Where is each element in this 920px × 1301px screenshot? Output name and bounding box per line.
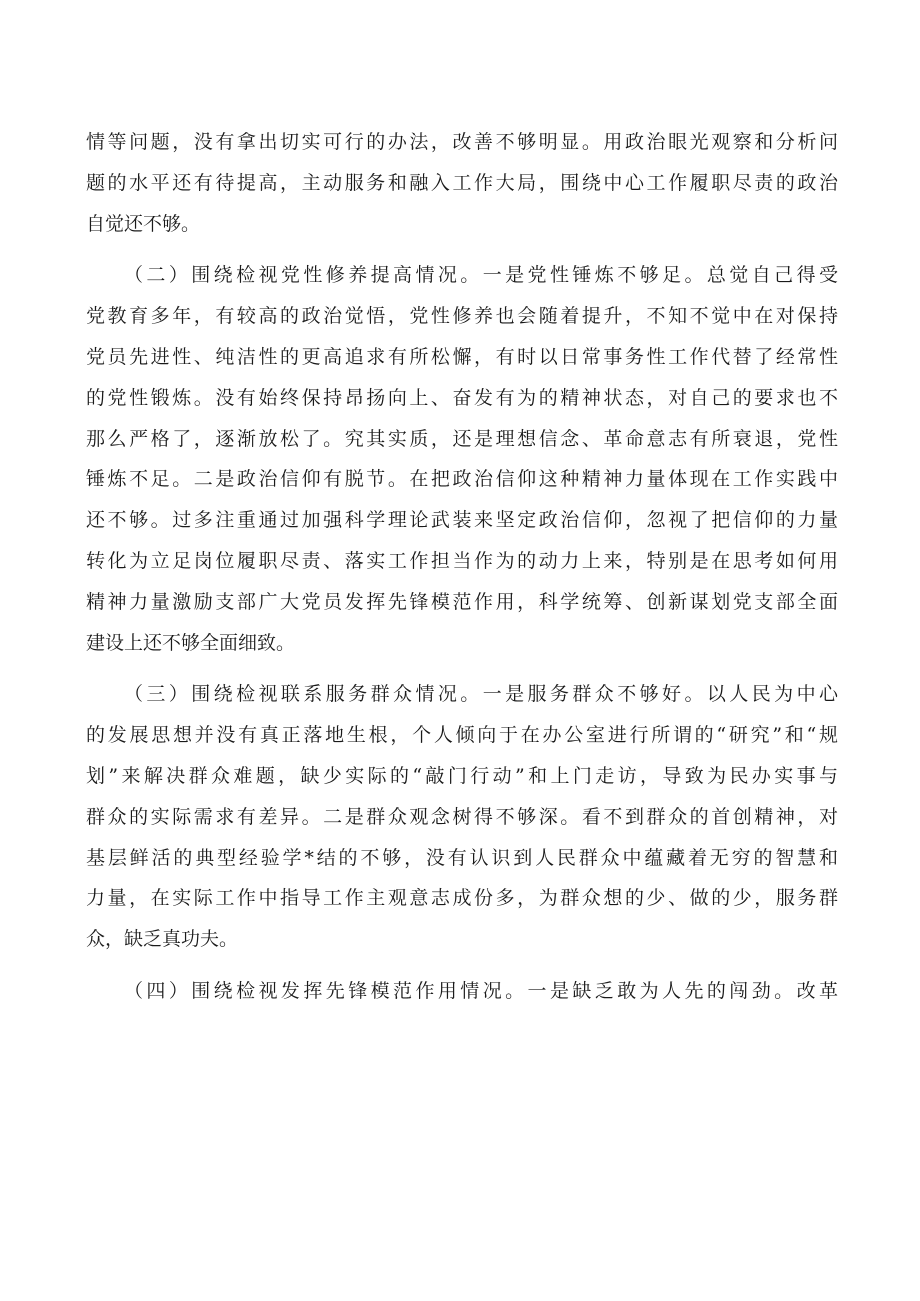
text-line: 题的水平还有待提高，主动服务和融入工作大局，围绕中心工作履职尽责的政治 (86, 171, 838, 194)
text-line: 力量，在实际工作中指导工作主观意志成份多，为群众想的少、做的少，服务群 (86, 887, 838, 910)
paragraph-section-4 (86, 971, 838, 1012)
text-line: 情等问题，没有拿出切实可行的办法，改善不够明显。用政治眼光观察和分析问 (86, 131, 838, 153)
text-line: 众，缺乏真功夫。 (86, 928, 239, 951)
text-line: 建设上还不够全面细致。 (86, 631, 296, 654)
paragraph-section-3 (86, 674, 838, 960)
text-line: 的发展思想并没有真正落地生根，个人倾向于在办公室进行所谓的“研究”和“规 (86, 724, 838, 747)
document-body (86, 122, 838, 1012)
text-line: 党员先进性、纯洁性的更高追求有所松懈，有时以日常事务性工作代替了经常性 (86, 345, 838, 368)
text-line: 自觉还不够。 (86, 212, 201, 235)
text-line: （三）围绕检视联系服务群众情况。一是服务群众不够好。以人民为中心 (124, 683, 838, 706)
paragraph-section-2 (86, 255, 838, 663)
text-line: 锤炼不足。二是政治信仰有脱节。在把政治信仰这种精神力量体现在工作实践中 (86, 468, 838, 491)
text-line: 的党性锻炼。没有始终保持昂扬向上、奋发有为的精神状态，对自己的要求也不 (86, 386, 838, 409)
text-line: 划”来解决群众难题，缺少实际的“敲门行动”和上门走访，导致为民办实事与 (86, 764, 838, 787)
text-line: 精神力量激励支部广大党员发挥先锋模范作用，科学统筹、创新谋划党支部全面 (86, 590, 838, 613)
text-line: 转化为立足岗位履职尽责、落实工作担当作为的动力上来，特别是在思考如何用 (86, 549, 838, 572)
text-line: 还不够。过多注重通过加强科学理论武装来坚定政治信仰，忽视了把信仰的力量 (86, 509, 838, 532)
text-line: 群众的实际需求有差异。二是群众观念树得不够深。看不到群众的首创精神，对 (86, 805, 838, 828)
text-line: 基层鲜活的典型经验学*结的不够，没有认识到人民群众中蕴藏着无穷的智慧和 (86, 846, 838, 869)
text-line: （四）围绕检视发挥先锋模范作用情况。一是缺乏敢为人先的闯劲。改革 (124, 979, 838, 1002)
text-line: 那么严格了，逐渐放松了。究其实质，还是理想信念、革命意志有所衰退，党性 (86, 427, 838, 450)
text-line: 党教育多年，有较高的政治觉悟，党性修养也会随着提升，不知不觉中在对保持 (86, 305, 838, 328)
text-line: （二）围绕检视党性修养提高情况。一是党性锤炼不够足。总觉自己得受 (124, 264, 838, 287)
paragraph-continued (86, 122, 838, 244)
